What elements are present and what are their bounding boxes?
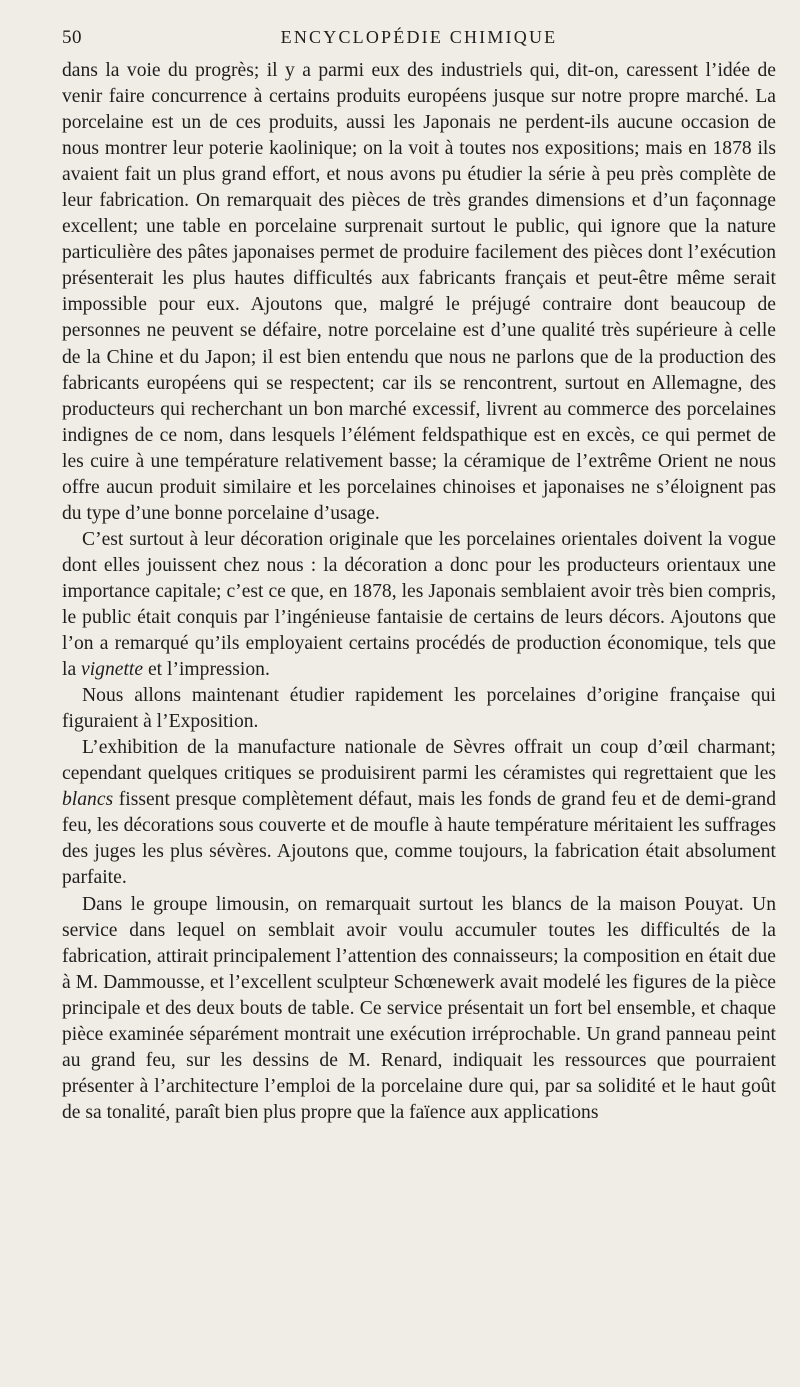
page-header: [62, 0, 776, 58]
paragraph: L’exhibition de la manufacture nationale de Sèvres offrait un coup d’œil charmant; cependant quelques critiques se produisirent parmi les céramistes qui regrettaient que les blancs fissent presque complètement défaut, mais les fonds de grand feu et de demi-grand feu, les décorations sous couverte et de moufle à haute température méritaient les suffrages des juges les plus sévères. Ajoutons que, comme toujours, la fabrication était absolument parfaite.: [62, 737, 776, 889]
paragraph: Nous allons maintenant étudier rapidement les porcelaines d’origine française qui figuraient à l’Exposition.: [62, 685, 776, 733]
italic-term: blancs: [62, 789, 114, 811]
body-text: [62, 58, 776, 1126]
running-title: ENCYCLOPÉDIE CHIMIQUE: [280, 27, 558, 47]
paragraph: dans la voie du progrès; il y a parmi eux des industriels qui, dit-on, caressent l’idée de venir faire concurrence à certains produits européens jusque sur notre propre marché. La porcelaine est un de ces produits, aussi les Japonais ne perdent-ils aucune occasion de nous montrer leur poterie kaolinique; on la voit à toutes nos expositions; mais en 1878 ils avaient fait un plus grand effort, et nous avons pu étudier la série à peu près complète de leur fabrication. On remarquait des pièces de très grandes dimensions et d’un façonnage excellent; une table en porcelaine surprenait surtout le public, qui ignore que la nature particulière des pâtes japonaises permet de produire facilement des pièces dont l’exécution présenterait les plus hautes difficultés aux fabricants français et peut-être même serait impossible pour eux. Ajoutons que, malgré le préjugé contraire dont beaucoup de personnes ne peuvent se défaire, notre porcelaine est d’une qualité très supérieure à celle de la Chine et du Japon; il est bien entendu que nous ne parlons que de la production des fabricants européens qui se respectent; car ils se rencontrent, surtout en Allemagne, des producteurs qui recherchant un bon marché excessif, livrent au commerce des porcelaines indignes de ce nom, dans lesquels l’élément feldspathique est en excès, ce qui permet de les cuire à une température relativement basse; la céramique de l’extrême Orient ne nous offre aucun produit similaire et les porcelaines chinoises et japonaises ne s’éloignent pas du type d’une bonne porcelaine d’usage.: [62, 60, 776, 524]
page-number: 50: [62, 27, 82, 48]
paragraph: Dans le groupe limousin, on remarquait surtout les blancs de la maison Pouyat. Un service dans lequel on semblait avoir voulu accumuler toutes les difficultés de la fabrication, attirait principalement l’attention des connaisseurs; la composition en était due à M. Dammousse, et l’excellent sculpteur Schœnewerk avait modelé les figures de la pièce principale et des deux bouts de table. Ce service présentait un fort bel ensemble, et chaque pièce examinée séparément montrait une exécution irréprochable. Un grand panneau peint au grand feu, sur les dessins de M. Renard, indiquait les ressources que pourraient présenter à l’architecture l’emploi de la porcelaine dure qui, par sa solidité et le haut goût de sa tonalité, paraît bien plus propre que la faïence aux applications: [62, 893, 776, 1123]
paragraph: C’est surtout à leur décoration originale que les porcelaines orientales doivent la vogue dont elles jouissent chez nous : la décoration a donc pour les producteurs orientaux une importance capitale; c’est ce que, en 1878, les Japonais semblaient avoir très bien compris, le public était conquis par l’ingénieuse fantaisie de certains de leurs décors. Ajoutons que l’on a remarqué qu’ils employaient certains procédés de production économique, tels que la vignette et l’impression.: [62, 528, 776, 681]
italic-term: vignette: [81, 659, 144, 681]
